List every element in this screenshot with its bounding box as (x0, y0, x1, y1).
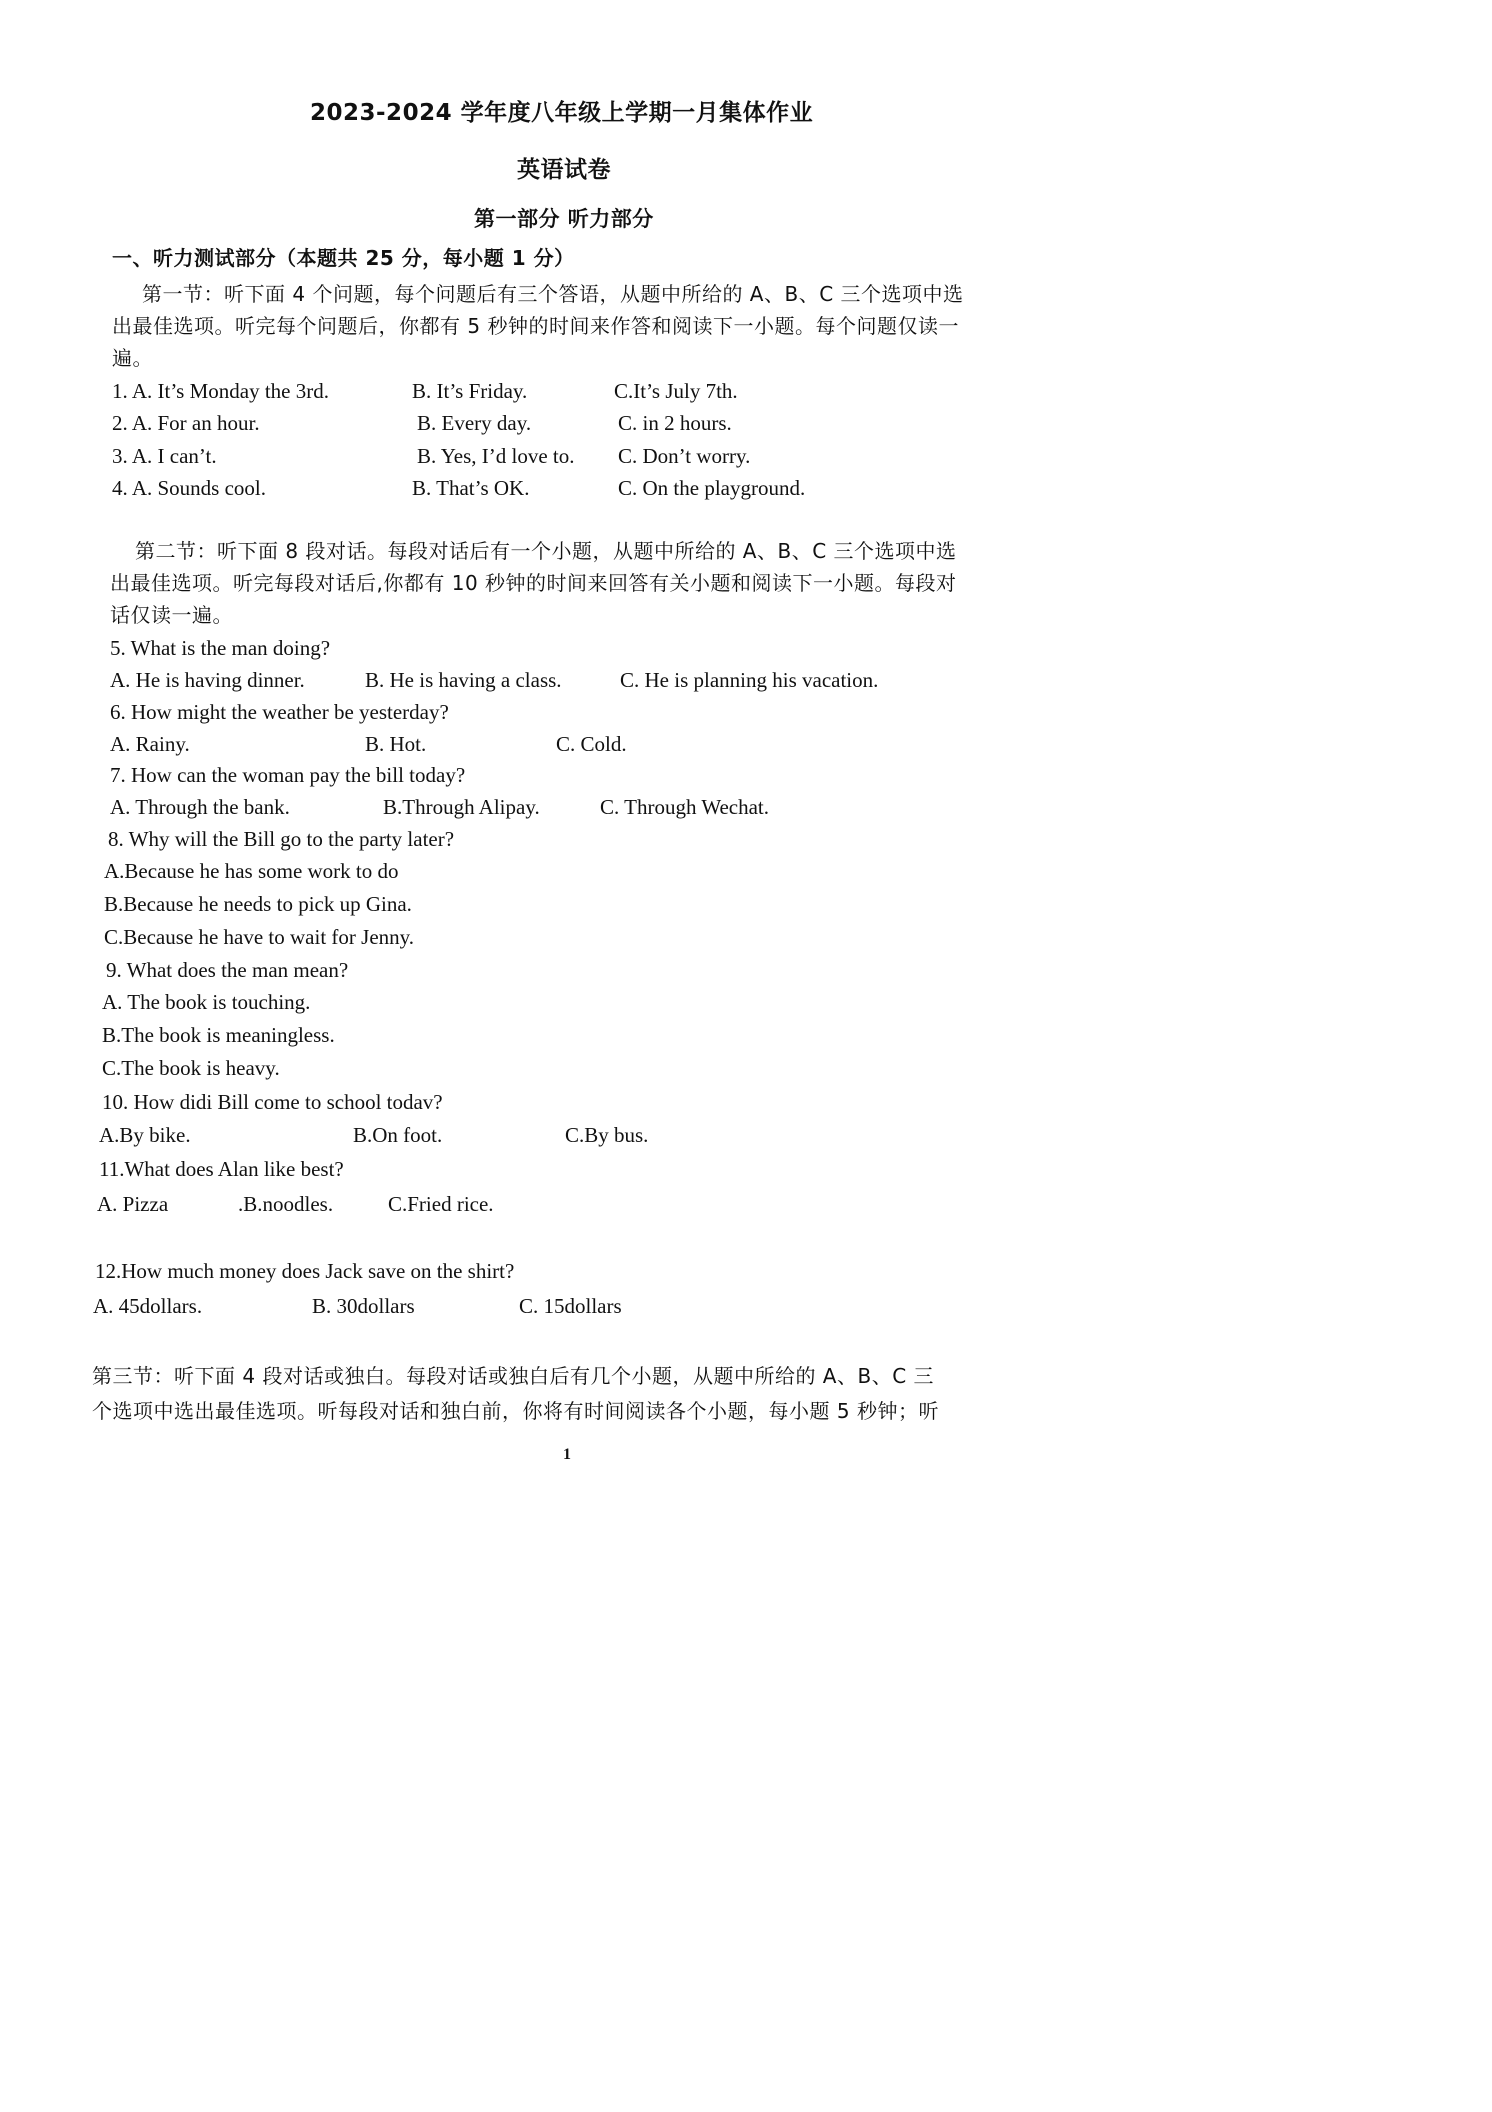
option-b: B.Through Alipay. (383, 795, 540, 819)
subject-title: 英语试卷 (517, 157, 611, 183)
instruction-line: 第一节：听下面 4 个问题，每个问题后有三个答语，从题中所给的 A、B、C 三个选项中选 (142, 282, 964, 306)
section-heading: 一、听力测试部分（本题共 25 分，每小题 1 分） (112, 246, 575, 270)
option-b: B. He is having a class. (365, 668, 562, 692)
page-number: 1 (563, 1446, 571, 1463)
instruction-line: 话仅读一遍。 (110, 603, 233, 627)
option-c: C. 15dollars (519, 1294, 622, 1318)
option-c: C.The book is heavy. (102, 1056, 280, 1080)
option-b: B.Because he needs to pick up Gina. (104, 892, 412, 916)
option-a: 3. A. I can’t. (112, 444, 217, 468)
option-c: C. On the playground. (618, 476, 806, 500)
part-title: 第一部分 听力部分 (474, 207, 654, 231)
option-b: B. Every day. (417, 411, 532, 435)
option-a: 1. A. It’s Monday the 3rd. (112, 379, 329, 403)
option-b: B. It’s Friday. (412, 379, 528, 403)
option-c: C. Through Wechat. (600, 795, 770, 819)
option-b: .B.noodles. (238, 1192, 334, 1216)
option-b: B.The book is meaningless. (102, 1023, 335, 1047)
instruction-line: 遍。 (112, 346, 153, 370)
option-b: B. Yes, I’d love to. (417, 444, 575, 468)
option-b: B.On foot. (353, 1123, 443, 1147)
option-c: C. Cold. (556, 732, 627, 756)
instruction-line: 第二节：听下面 8 段对话。每段对话后有一个小题，从题中所给的 A、B、C 三个选项中选 (135, 539, 957, 563)
option-a: 4. A. Sounds cool. (112, 476, 267, 500)
question-stem: 8. Why will the Bill go to the party later? (108, 827, 455, 851)
exam-title: 2023-2024 学年度八年级上学期一月集体作业 (310, 100, 814, 126)
option-a: A. The book is touching. (102, 990, 311, 1014)
question-stem: 12.How much money does Jack save on the shirt? (95, 1259, 515, 1283)
option-b: B. 30dollars (312, 1294, 415, 1318)
option-c: C.Because he have to wait for Jenny. (104, 925, 415, 949)
option-c: C.Fried rice. (388, 1192, 494, 1216)
option-c: C. Don’t worry. (618, 444, 751, 468)
option-a: A. Rainy. (110, 732, 190, 756)
option-a: A. He is having dinner. (110, 668, 305, 692)
option-a: A.Because he has some work to do (104, 859, 399, 883)
option-a: A. Through the bank. (110, 795, 290, 819)
option-a: A. Pizza (97, 1192, 169, 1216)
option-c: C.By bus. (565, 1123, 649, 1147)
option-a: 2. A. For an hour. (112, 411, 260, 435)
question-stem: 7. How can the woman pay the bill today? (110, 763, 466, 787)
question-stem: 10. How didi Bill come to school todav? (102, 1090, 443, 1114)
option-c: C. He is planning his vacation. (620, 668, 879, 692)
instruction-line: 出最佳选项。听完每段对话后,你都有 10 秒钟的时间来回答有关小题和阅读下一小题。每段对 (110, 571, 957, 595)
option-b: B. Hot. (365, 732, 427, 756)
question-stem: 9. What does the man mean? (106, 958, 349, 982)
question-stem: 6. How might the weather be yesterday? (110, 700, 449, 724)
option-c: C. in 2 hours. (618, 411, 732, 435)
instruction-line: 个选项中选出最佳选项。听每段对话和独白前，你将有时间阅读各个小题，每小题 5 秒钟；听 (92, 1399, 939, 1423)
question-stem: 11.What does Alan like best? (99, 1157, 344, 1181)
instruction-line: 出最佳选项。听完每个问题后，你都有 5 秒钟的时间来作答和阅读下一小题。每个问题仅读一 (112, 314, 959, 338)
instruction-line: 第三节：听下面 4 段对话或独白。每段对话或独白后有几个小题，从题中所给的 A、B、C 三 (92, 1364, 935, 1388)
option-a: A.By bike. (99, 1123, 191, 1147)
option-c: C.It’s July 7th. (614, 379, 738, 403)
option-a: A. 45dollars. (93, 1294, 203, 1318)
question-stem: 5. What is the man doing? (110, 636, 331, 660)
option-b: B. That’s OK. (412, 476, 530, 500)
